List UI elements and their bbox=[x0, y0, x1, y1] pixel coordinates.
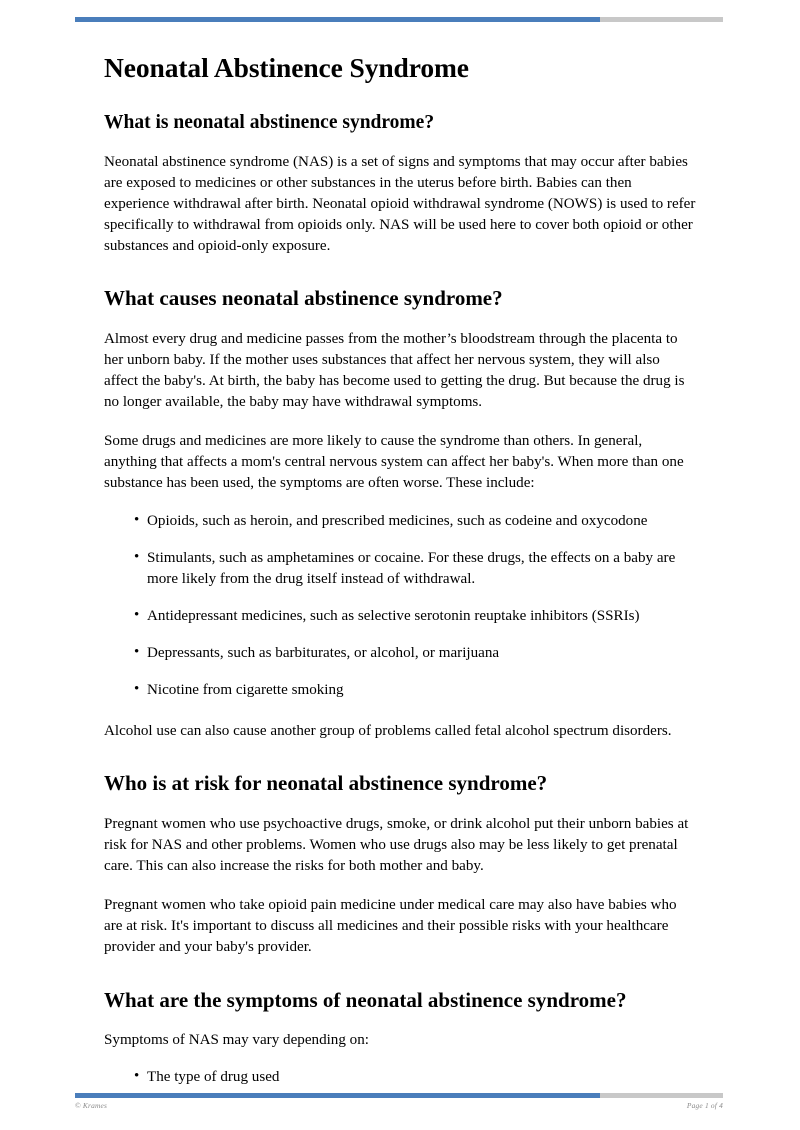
footer-copyright: © Krames bbox=[75, 1101, 108, 1110]
section-who-is-at-risk-paragraph-2: Pregnant women who take opioid pain medicine under medical care may also have babies who are at risk. It's important to discuss all medicines and their possible risks with your healthcare provider and your baby's provider. bbox=[104, 897, 677, 956]
section-heading-symptoms: What are the symptoms of neonatal abstinence syndrome? bbox=[104, 987, 627, 1012]
list-item: • Stimulants, such as amphetamines or cocaine. For these drugs, the effects on a baby are more likely from the drug itself instead of withdrawal. bbox=[104, 548, 696, 590]
symptoms-bullet-list bbox=[104, 1067, 696, 1088]
header-divider-rule bbox=[75, 17, 723, 22]
section-spacer bbox=[104, 977, 696, 987]
footer-rule-gray-segment bbox=[600, 1093, 723, 1098]
list-item: • The type of drug used bbox=[104, 1067, 696, 1088]
section-spacer bbox=[104, 760, 696, 770]
page-title: Neonatal Abstinence Syndrome bbox=[104, 52, 469, 83]
section-what-is-paragraph-1: Neonatal abstinence syndrome (NAS) is a set of signs and symptoms that may occur after babies are exposed to medicines or other substances in the uterus before birth. Babies can then experience withdrawal after birth. Neonatal opioid withdrawal syndrome (NOWS) is used to refer specifically to withdrawal from opioids only. NAS will be used here to cover both opioid or other substances and opioid-only exposure. bbox=[104, 153, 696, 255]
section-what-causes-paragraph-3: Alcohol use can also cause another group of problems called fetal alcohol spectrum disorders. bbox=[104, 723, 672, 740]
list-item: • Nicotine from cigarette smoking bbox=[104, 680, 696, 701]
header-rule-blue-segment bbox=[75, 17, 600, 22]
section-heading-who-is-at-risk: Who is at risk for neonatal abstinence syndrome? bbox=[104, 771, 548, 796]
section-heading-what-is: What is neonatal abstinence syndrome? bbox=[104, 112, 435, 134]
causes-bullet-list bbox=[104, 511, 696, 702]
list-item: • Opioids, such as heroin, and prescribed medicines, such as codeine and oxycodone bbox=[104, 511, 696, 532]
list-item: • Antidepressant medicines, such as selective serotonin reuptake inhibitors (SSRIs) bbox=[104, 606, 696, 627]
list-item: • Depressants, such as barbiturates, or alcohol, or marijuana bbox=[104, 643, 696, 664]
footer-divider-rule bbox=[75, 1093, 723, 1098]
section-heading-what-causes: What causes neonatal abstinence syndrome? bbox=[104, 286, 503, 311]
section-symptoms-paragraph-1: Symptoms of NAS may vary depending on: bbox=[104, 1031, 369, 1048]
section-what-causes-paragraph-1: Almost every drug and medicine passes from the mother’s bloodstream through the placenta to her unborn baby. If the mother uses substances that affect her nervous system, they will also affect the baby's. At birth, the baby has become used to getting the drug. But because the drug is no longer available, the baby may have withdrawal symptoms. bbox=[104, 330, 685, 411]
section-spacer bbox=[104, 275, 696, 285]
section-who-is-at-risk-paragraph-1: Pregnant women who use psychoactive drugs, smoke, or drink alcohol put their unborn babies at risk for NAS and other problems. Women who use drugs also may be less likely to get prenatal care. This can also increase the risks for both mother and baby. bbox=[104, 815, 689, 874]
footer-rule-blue-segment bbox=[75, 1093, 600, 1098]
section-what-causes-paragraph-2: Some drugs and medicines are more likely to cause the syndrome than others. In general, anything that affects a mom's central nervous system can affect her baby's. When more than one substance has been used, the symptoms are often worse. These include: bbox=[104, 433, 684, 492]
footer-page-number: Page 1 of 4 bbox=[686, 1101, 723, 1110]
header-rule-gray-segment bbox=[600, 17, 723, 22]
document-content bbox=[104, 52, 696, 1102]
